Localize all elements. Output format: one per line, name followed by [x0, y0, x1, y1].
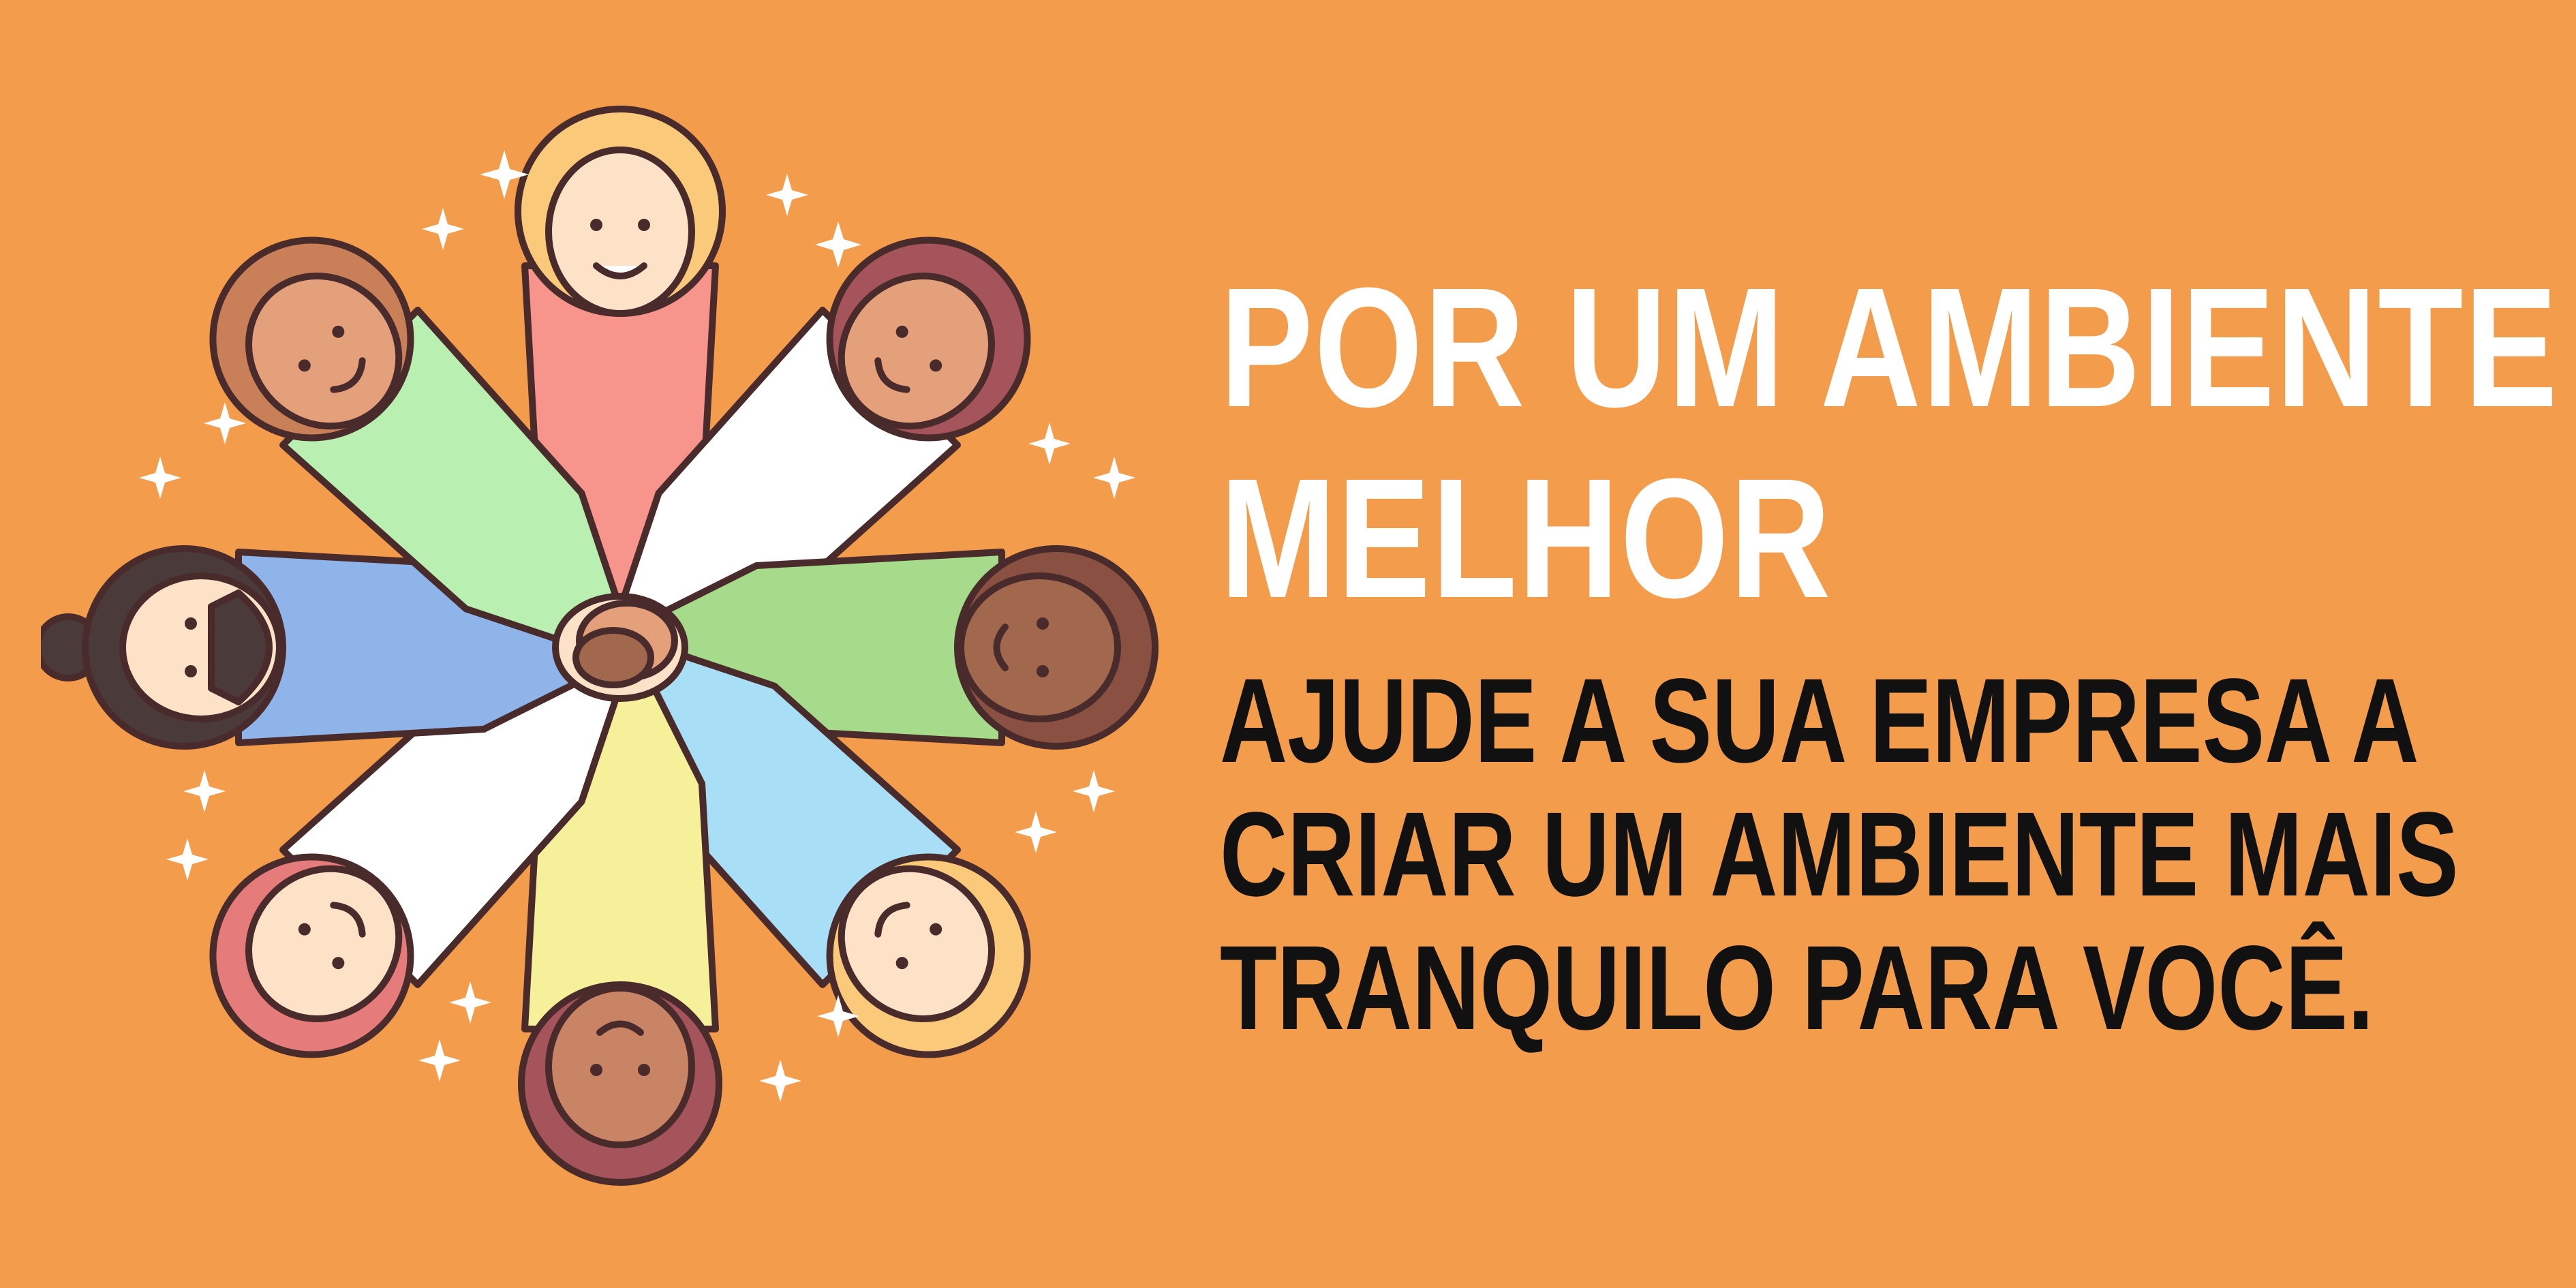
- team-hands-illustration: [41, 102, 1199, 1193]
- headline-line: POR UM AMBIENTE: [1220, 252, 2559, 442]
- headline: [1220, 252, 2559, 634]
- joined-hands: [555, 596, 685, 699]
- text-block: [1220, 252, 2559, 1055]
- subheadline: [1220, 654, 2459, 1055]
- headline-line: MELHOR: [1220, 443, 1833, 633]
- subheadline-line: CRIAR UM AMBIENTE MAIS: [1220, 788, 2459, 921]
- subheadline-line: TRANQUILO PARA VOCÊ.: [1220, 921, 2374, 1055]
- subheadline-line: AJUDE A SUA EMPRESA A: [1220, 654, 2419, 788]
